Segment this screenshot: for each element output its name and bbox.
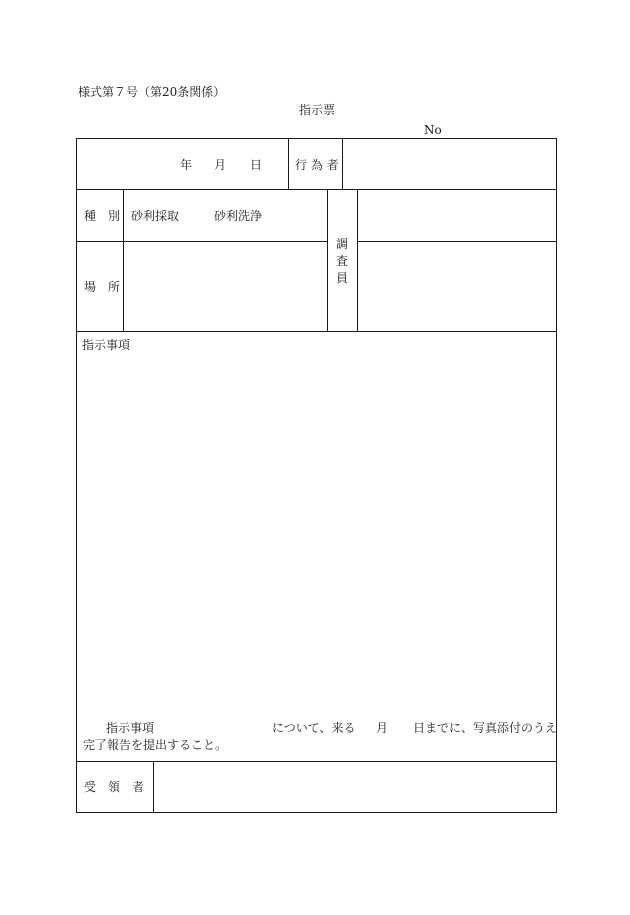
inspector-label: 調査員 <box>335 237 348 285</box>
date-month-label: 月 <box>214 158 227 172</box>
type-option-gravel-washing: 砂利洗浄 <box>214 209 263 223</box>
instructions-footer-part3: 月 <box>376 721 389 735</box>
row-divider <box>76 331 557 332</box>
row-divider <box>76 189 557 190</box>
column-divider <box>153 761 154 813</box>
column-divider <box>123 189 124 332</box>
instructions-footer-part2: について、来る <box>272 721 356 735</box>
page-title: 指示票 <box>299 103 336 117</box>
type-label: 種 別 <box>84 209 121 223</box>
date-year-label: 年 <box>180 158 193 172</box>
row-divider <box>76 241 328 242</box>
instructions-field[interactable] <box>78 355 554 715</box>
column-divider <box>288 138 289 190</box>
form-number: 様式第７号（第20条関係） <box>78 85 226 99</box>
row-divider <box>76 761 557 762</box>
place-field[interactable] <box>125 243 326 330</box>
inspector-field-2[interactable] <box>359 243 555 330</box>
number-label: No <box>424 123 442 137</box>
receiver-label: 受 領 者 <box>84 780 145 794</box>
table-border-bottom <box>76 812 557 813</box>
type-option-gravel-extraction: 砂利採取 <box>131 209 180 223</box>
instructions-footer-part1: 指示事項 <box>106 721 155 735</box>
instructions-footer-line2: 完了報告を提出すること。 <box>83 738 228 752</box>
inspector-field-1[interactable] <box>359 191 555 240</box>
receiver-field[interactable] <box>155 763 555 811</box>
instructions-label: 指示事項 <box>82 338 131 352</box>
table-border-top <box>76 138 557 139</box>
actor-label: 行 為 者 <box>295 158 339 172</box>
instructions-footer-part4: 日までに、写真添付のうえ <box>413 721 558 735</box>
table-border-right <box>556 138 557 813</box>
place-label: 場 所 <box>84 280 121 294</box>
date-day-label: 日 <box>250 158 263 172</box>
row-divider <box>357 241 557 242</box>
column-divider <box>357 189 358 332</box>
table-border-left <box>76 138 77 813</box>
column-divider <box>342 138 343 190</box>
column-divider <box>327 189 328 332</box>
actor-field[interactable] <box>344 140 555 188</box>
